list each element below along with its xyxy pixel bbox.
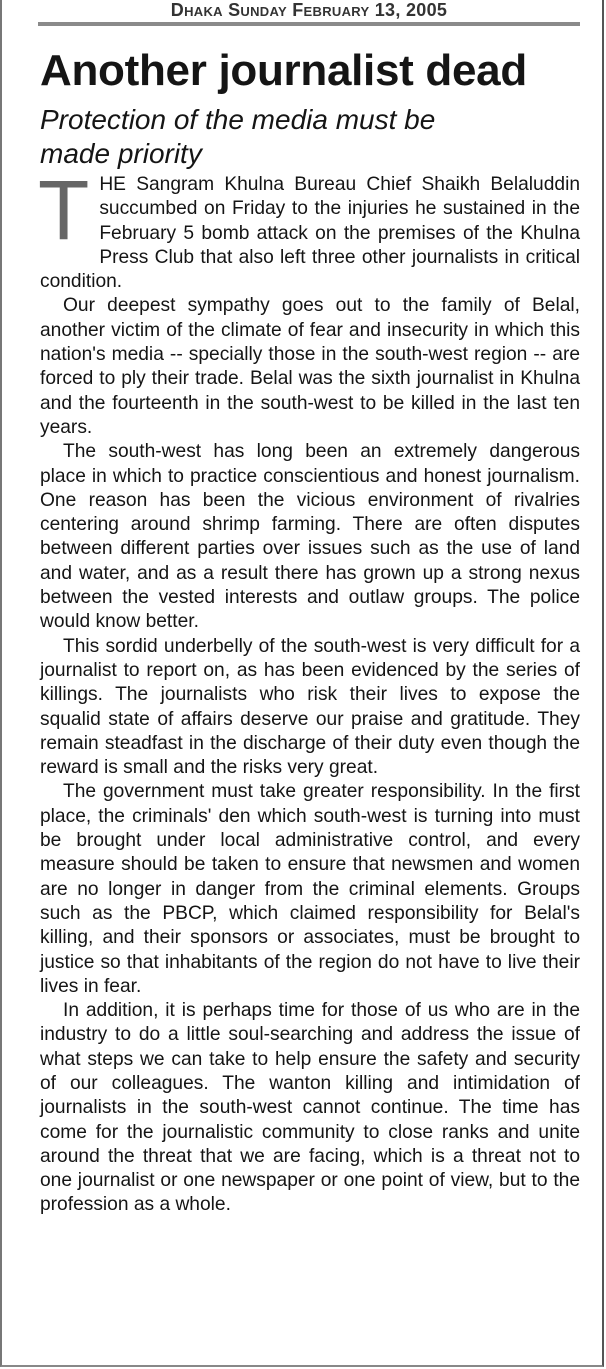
article-body bbox=[38, 163, 580, 1218]
subheadline: Protection of the media must be made priority bbox=[40, 104, 436, 169]
paragraph-1-text: HE Sangram Khulna Bureau Chief Shaikh Belaluddin succumbed on Friday to the injuries he sustained in the February 5 bomb attack on the premises of the Khulna Press Club that also left three other journalists in critical condition. bbox=[40, 174, 580, 293]
headline: Another journalist dead bbox=[40, 46, 527, 95]
paragraph: The government must take greater responsibility. In the first place, the criminals' den which south-west is turning into must be brought under local administrative control, and every measure should be taken to ensure that newsmen and women are no longer in danger from the criminal elements. Groups such as the PBCP, which claimed responsibility for Belal's killing, and their sponsors or associates, must be brought to justice so that inhabitants of the region do not have to live their lives in fear. bbox=[40, 781, 580, 997]
paragraph: Our deepest sympathy goes out to the family of Belal, another victim of the climate of fear and insecurity in which this nation's media -- specially those in the south-west region -- are forced to ply their trade. Belal was the sixth journalist in Khulna and the fourteenth in the south-west to be killed in the last ten years. bbox=[40, 295, 580, 438]
paragraph-1 bbox=[38, 163, 580, 294]
dateline: Dhaka Sunday February 13, 2005 bbox=[170, 0, 448, 20]
paragraph: The south-west has long been an extremely dangerous place in which to practice conscientious and honest journalism. One reason has been the vicious environment of rivalries centering around shrimp farming. There are often disputes between different parties over issues such as the use of land and water, and as a result there has grown up a strong nexus between the vested interests and outlaw groups. The police would know better. bbox=[40, 441, 580, 633]
drop-cap: T bbox=[38, 163, 90, 257]
header-rule bbox=[38, 22, 580, 26]
paragraph: This sordid underbelly of the south-west is very difficult for a journalist to report on, as has been evidenced by the series of killings. The journalists who risk their lives to expose the squalid state of affairs deserve our praise and gratitude. They remain steadfast in the discharge of their duty even though the reward is small and the risks very great. bbox=[40, 635, 580, 779]
paragraph: In addition, it is perhaps time for those of us who are in the industry to do a little soul-searching and address the issue of what steps we can take to help ensure the safety and security of our colleagues. The wanton killing and intimidation of journalists in the south-west cannot continue. The time has come for the journalistic community to close ranks and unite around the threat that we are facing, which is a threat not to one journalist or one newspaper or one point of view, but to the profession as a whole. bbox=[40, 1000, 580, 1216]
